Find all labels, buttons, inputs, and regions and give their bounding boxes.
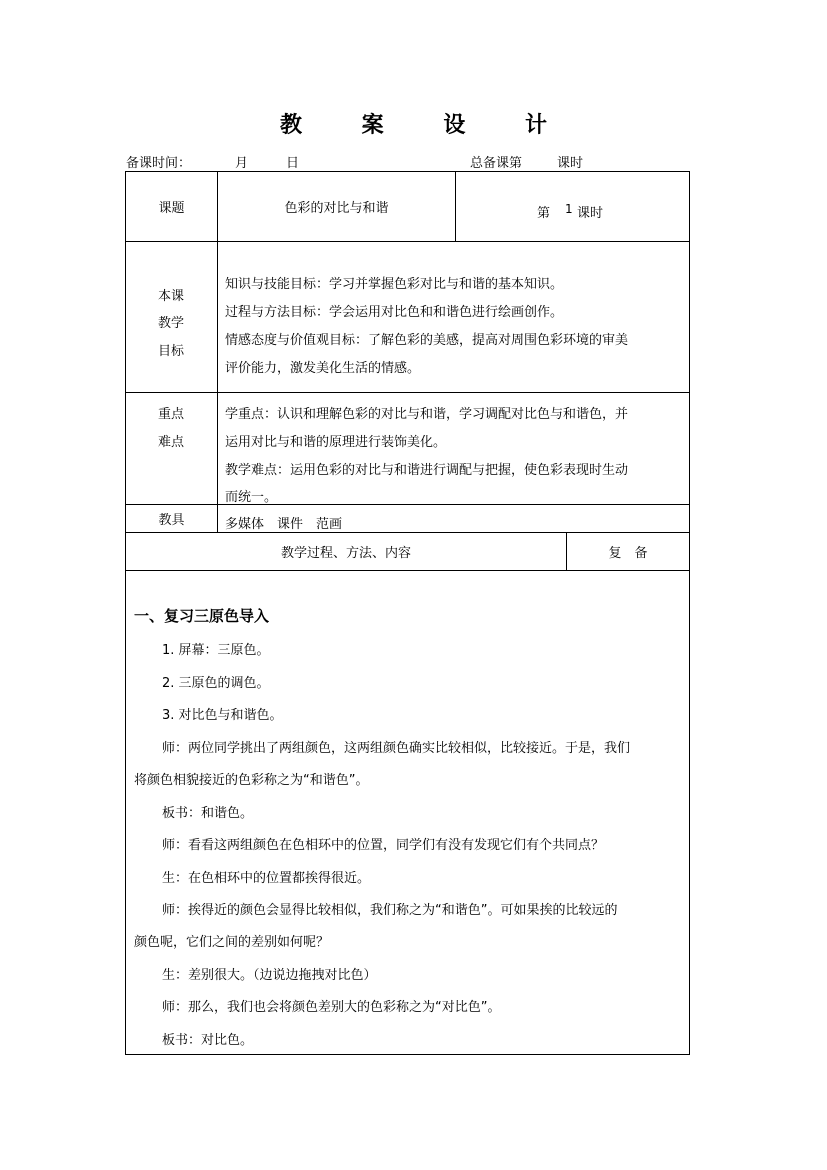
paragraph-line: 师：两位同学挑出了两组颜色，这两组颜色确实比较相似，比较接近。于是，我们 — [162, 741, 631, 756]
process-header: 教学过程、方法、内容 — [280, 546, 411, 561]
key-point-line: 而统一。 — [225, 490, 278, 505]
row-divider — [125, 570, 690, 571]
goal-line: 情感态度与价值观目标：了解色彩的美感，提高对周围色彩环境的审美 — [225, 333, 629, 348]
lesson-unit-label: 课时 — [557, 156, 584, 171]
goals-label-line: 目标 — [158, 344, 185, 359]
list-item: 1. 屏幕：三原色。 — [162, 643, 270, 658]
list-item: 2. 三原色的调色。 — [162, 676, 270, 691]
topic-label: 课题 — [158, 201, 185, 216]
total-lesson-label: 总备课第 — [470, 156, 523, 171]
goals-label-line: 本课 — [158, 289, 185, 304]
list-item: 3. 对比色与和谐色。 — [162, 708, 283, 723]
period-label: 第 — [537, 206, 551, 221]
key-label-line: 重点 — [158, 407, 185, 422]
paragraph-line: 生：在色相环中的位置都挨得很近。 — [162, 871, 371, 886]
paragraph-line: 师：挨得近的颜色会显得比较相似，我们称之为“和谐色”。可如果挨的比较远的 — [162, 903, 618, 918]
prep-time-label: 备课时间： — [126, 156, 192, 171]
key-point-line: 学重点：认识和理解色彩的对比与和谐，学习调配对比色与和谐色，并 — [225, 407, 629, 422]
topic-value: 色彩的对比与和谐 — [284, 201, 389, 216]
page-title: 教 案 设 计 — [280, 113, 573, 138]
row-divider — [125, 392, 690, 393]
goal-line: 知识与技能目标：学习并掌握色彩对比与和谐的基本知识。 — [225, 277, 564, 292]
paragraph-line: 师：那么，我们也会将颜色差别大的色彩称之为“对比色”。 — [162, 1000, 501, 1015]
month-label: 月 — [235, 156, 249, 171]
goals-label-line: 教学 — [158, 316, 185, 331]
period-number: 1 — [565, 202, 573, 216]
period-unit: 课时 — [577, 206, 604, 221]
tools-value: 多媒体 课件 范画 — [225, 517, 343, 532]
paragraph-line: 生：差别很大。（边说边拖拽对比色） — [162, 968, 377, 983]
goal-line: 评价能力，激发美化生活的情感。 — [225, 361, 421, 376]
section-title: 一、复习三原色导入 — [134, 607, 270, 625]
key-point-line: 运用对比与和谐的原理进行装饰美化。 — [225, 435, 447, 450]
paragraph-line: 板书：和谐色。 — [162, 806, 254, 821]
tools-label: 教具 — [158, 513, 185, 528]
paragraph-line: 颜色呢，它们之间的差别如何呢？ — [134, 935, 330, 950]
row-divider — [125, 241, 690, 242]
key-label-line: 难点 — [158, 435, 185, 450]
paragraph-line: 将颜色相貌接近的色彩称之为“和谐色”。 — [134, 773, 369, 788]
review-header: 复 备 — [608, 546, 648, 561]
paragraph-line: 师：看看这两组颜色在色相环中的位置，同学们有没有发现它们有个共同点？ — [162, 838, 605, 853]
day-label: 日 — [286, 156, 300, 171]
paragraph-line: 板书：对比色。 — [162, 1033, 254, 1048]
key-point-line: 教学难点：运用色彩的对比与和谐进行调配与把握，使色彩表现时生动 — [225, 463, 629, 478]
goal-line: 过程与方法目标：学会运用对比色和和谐色进行绘画创作。 — [225, 305, 564, 320]
column-divider — [455, 171, 456, 241]
